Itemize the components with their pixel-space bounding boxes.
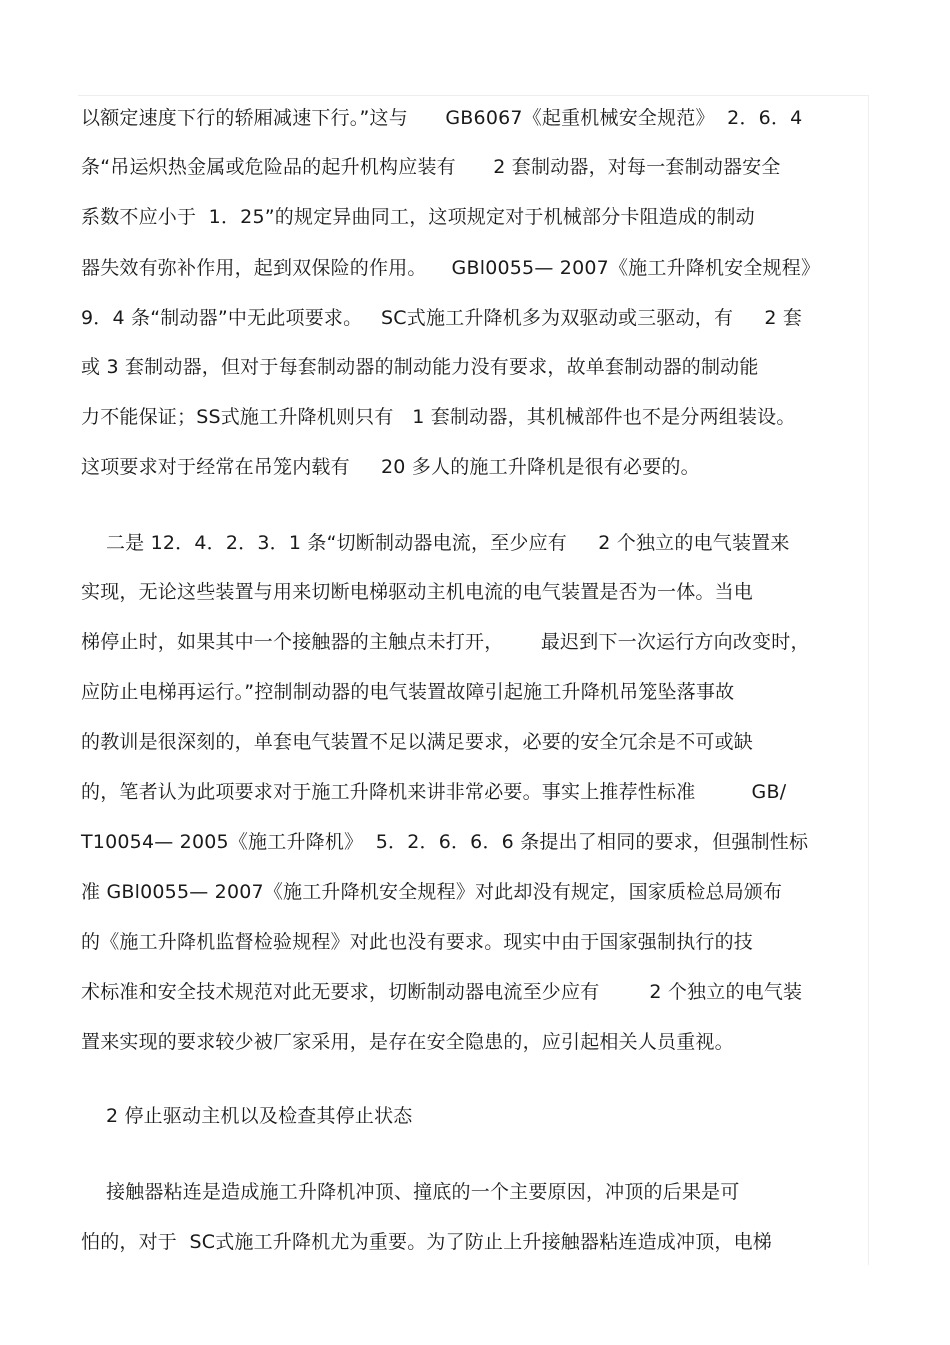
text-line: 实现，无论这些装置与用来切断电梯驱动主机电流的电气装置是否为一体。当电 xyxy=(81,581,754,603)
text-line: 的教训是很深刻的，单套电气装置不足以满足要求，必要的安全冗余是不可或缺 xyxy=(81,731,754,753)
section-heading: 2 停止驱动主机以及检查其停止状态 xyxy=(81,1105,413,1127)
text-line: 力不能保证；SS式施工升降机则只有 1 套制动器，其机械部件也不是分两组装设。 xyxy=(81,406,796,428)
text-line: T10054— 2005《施工升降机》 5．2．6．6．6 条提出了相同的要求，但强制性标 xyxy=(81,831,809,853)
text-line: 梯停止时，如果其中一个接触器的主触点未打开， 最迟到下一次运行方向改变时， xyxy=(81,631,810,653)
text-line: 接触器粘连是造成施工升降机冲顶、撞底的一个主要原因，冲顶的后果是可 xyxy=(81,1181,740,1203)
text-line: 9．4 条“制动器”中无此项要求。 SC式施工升降机多为双驱动或三驱动，有 2 套 xyxy=(81,307,803,329)
text-line: 的，笔者认为此项要求对于施工升降机来讲非常必要。事实上推荐性标准 GB∕ xyxy=(81,781,787,803)
text-line: 术标准和安全技术规范对此无要求，切断制动器电流至少应有 2 个独立的电气装 xyxy=(81,981,803,1003)
text-line: 以额定速度下行的轿厢减速下行。”这与 GB6067《起重机械安全规范》 2．6．4 xyxy=(81,107,803,129)
text-line: 应防止电梯再运行。”控制制动器的电气装置故障引起施工升降机吊笼坠落事故 xyxy=(81,681,735,703)
text-line: 这项要求对于经常在吊笼内载有 20 多人的施工升降机是很有必要的。 xyxy=(81,456,700,478)
text-line: 怕的，对于 SC式施工升降机尤为重要。为了防止上升接触器粘连造成冲顶，电梯 xyxy=(81,1231,773,1253)
text-line: 准 GBl0055— 2007《施工升降机安全规程》对此却没有规定，国家质检总局颁布 xyxy=(81,881,783,903)
text-line: 条“吊运炽热金属或危险品的起升机构应装有 2 套制动器，对每一套制动器安全 xyxy=(81,156,781,178)
text-line: 器失效有弥补作用，起到双保险的作用。 GBl0055— 2007《施工升降机安全规程》 xyxy=(81,257,821,279)
text-line: 的《施工升降机监督检验规程》对此也没有要求。现实中由于国家强制执行的技 xyxy=(81,931,754,953)
text-line: 或 3 套制动器，但对于每套制动器的制动能力没有要求，故单套制动器的制动能 xyxy=(81,356,759,378)
text-line: 系数不应小于 1．25”的规定异曲同工，这项规定对于机械部分卡阻造成的制动 xyxy=(81,206,755,228)
text-line: 二是 12．4．2．3．1 条“切断制动器电流，至少应有 2 个独立的电气装置来 xyxy=(81,532,790,554)
text-line: 置来实现的要求较少被厂家采用，是存在安全隐患的，应引起相关人员重视。 xyxy=(81,1031,734,1053)
